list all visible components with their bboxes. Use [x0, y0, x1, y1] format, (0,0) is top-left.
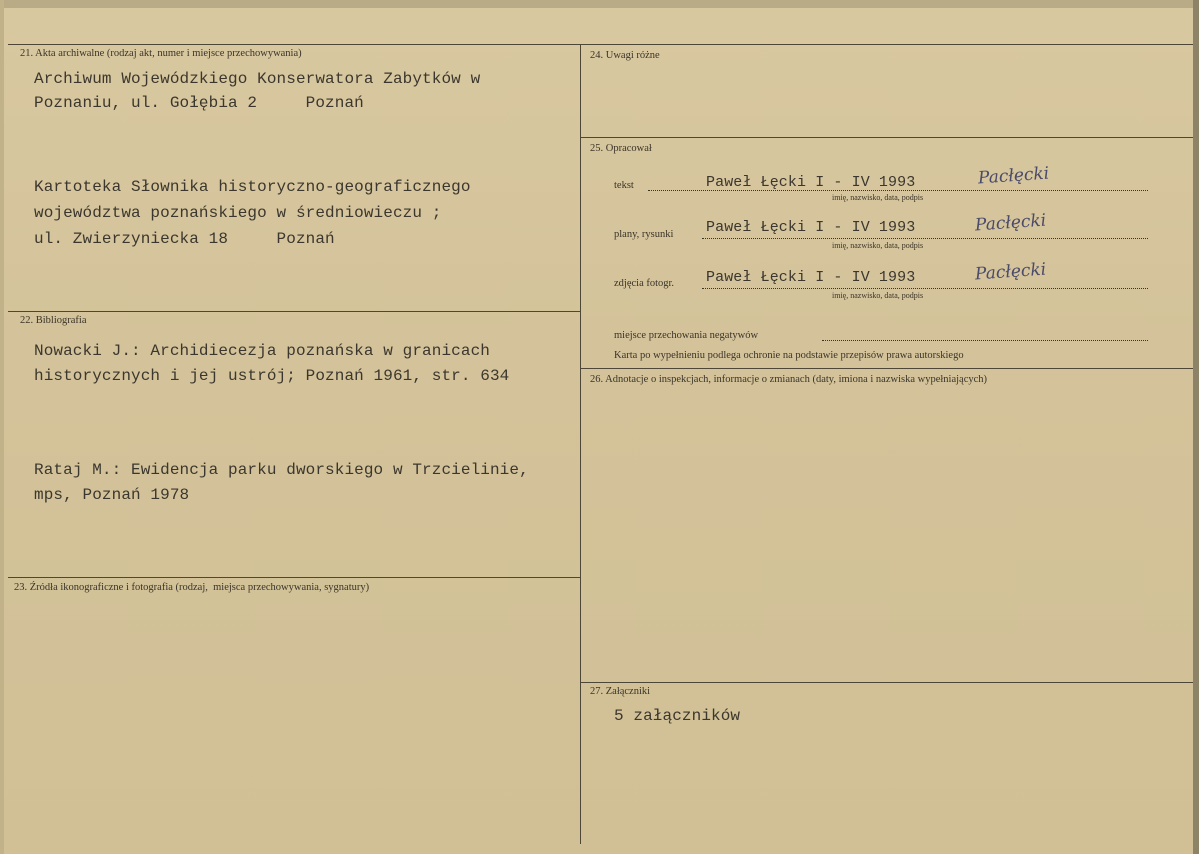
plany-value: Paweł Łęcki I - IV 1993	[706, 219, 916, 236]
section-27-label: 27. Załączniki	[590, 686, 651, 697]
card-top-edge	[0, 0, 1199, 8]
center-divider	[580, 44, 581, 844]
archive-line-4: województwa poznańskiego w średniowieczu ;	[34, 204, 442, 222]
tekst-field-label: tekst	[614, 180, 634, 191]
section-23-label: 23. Źródła ikonograficzne i fotografia (rodzaj, miejsca przechowywania, sygnatury)	[14, 582, 370, 593]
tekst-caption: imię, nazwisko, data, podpis	[832, 193, 924, 202]
plany-caption: imię, nazwisko, data, podpis	[832, 241, 924, 250]
section-22-label: 22. Bibliografia	[20, 315, 87, 326]
section-25-label: 25. Opracował	[590, 143, 652, 154]
top-border	[8, 44, 1193, 45]
section-24-label: 24. Uwagi różne	[590, 50, 660, 61]
bibliography-line-2: historycznych i jej ustrój; Poznań 1961, str. 634	[34, 367, 510, 385]
zdjecia-dotted-line	[702, 288, 1148, 289]
archive-line-3: Kartoteka Słownika historyczno-geograficznego	[34, 178, 471, 196]
plany-dotted-line	[702, 238, 1148, 239]
zdjecia-value: Paweł Łęcki I - IV 1993	[706, 269, 916, 286]
card-right-edge	[1193, 0, 1199, 854]
bibliography-line-3: Rataj M.: Ewidencja parku dworskiego w Trzcielinie,	[34, 461, 529, 479]
negatives-dotted-line	[822, 340, 1148, 341]
negatives-label: miejsce przechowania negatywów	[614, 330, 759, 341]
divider-21-22	[8, 311, 580, 312]
divider-22-23	[8, 577, 580, 578]
zdjecia-caption: imię, nazwisko, data, podpis	[832, 291, 924, 300]
copyright-note: Karta po wypełnieniu podlega ochronie na podstawie przepisów prawa autorskiego	[614, 350, 964, 361]
zdjecia-signature: Pacłęcki	[974, 259, 1047, 285]
archive-line-1: Archiwum Wojewódzkiego Konserwatora Zabytków w	[34, 70, 481, 88]
plany-field-label: plany, rysunki	[614, 229, 674, 240]
plany-signature: Pacłęcki	[974, 210, 1047, 236]
divider-26-27	[580, 682, 1193, 683]
section-21-label: 21. Akta archiwalne (rodzaj akt, numer i miejsce przechowywania)	[20, 48, 302, 59]
attachments-value: 5 załączników	[614, 707, 741, 725]
card-left-edge	[0, 0, 4, 854]
tekst-signature: Pacłęcki	[977, 163, 1050, 189]
tekst-value: Paweł Łęcki I - IV 1993	[706, 174, 916, 191]
divider-24-25	[580, 137, 1193, 138]
archive-line-5: ul. Zwierzyniecka 18 Poznań	[34, 230, 335, 248]
zdjecia-field-label: zdjęcia fotogr.	[614, 278, 675, 289]
bibliography-line-1: Nowacki J.: Archidiecezja poznańska w granicach	[34, 342, 490, 360]
section-26-label: 26. Adnotacje o inspekcjach, informacje o zmianach (daty, imiona i nazwiska wypełniających)	[590, 374, 988, 385]
divider-25-26	[580, 368, 1193, 369]
bibliography-line-4: mps, Poznań 1978	[34, 486, 190, 504]
archive-line-2: Poznaniu, ul. Gołębia 2 Poznań	[34, 94, 364, 112]
